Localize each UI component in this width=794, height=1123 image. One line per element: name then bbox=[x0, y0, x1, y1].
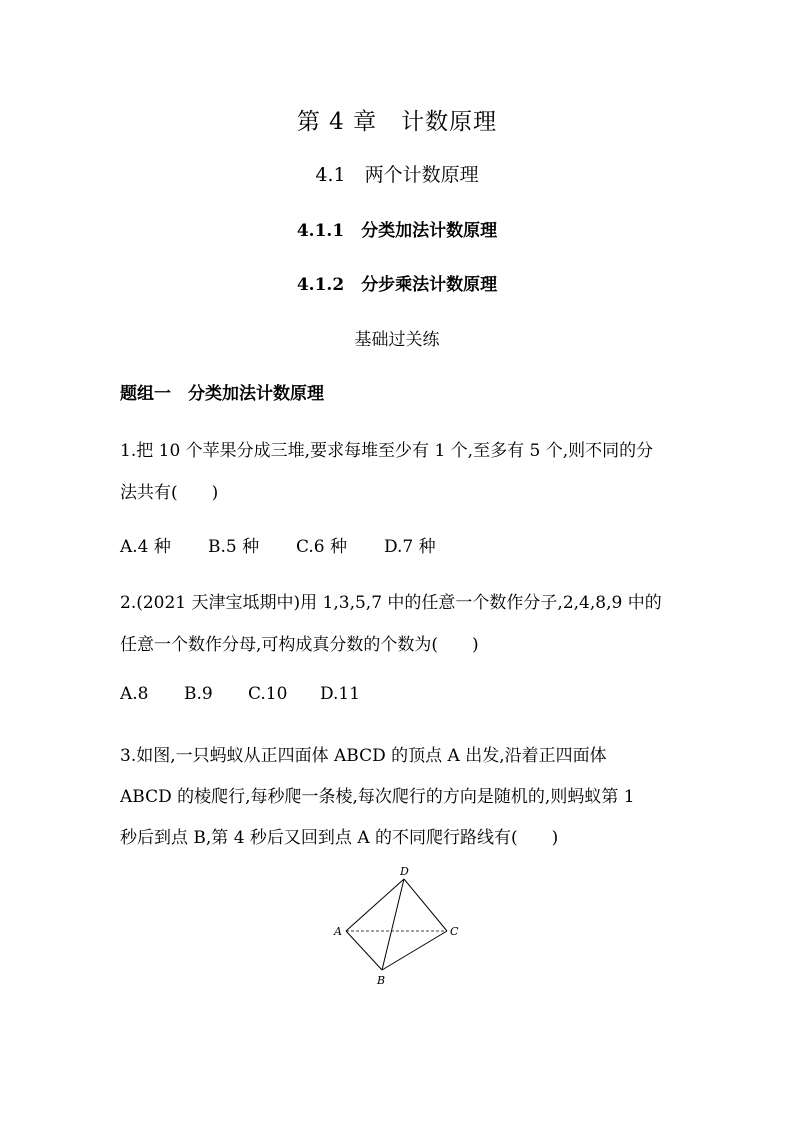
edge-a-b bbox=[346, 931, 382, 970]
edge-d-c bbox=[404, 879, 447, 931]
edge-b-c bbox=[382, 931, 447, 970]
edge-a-d bbox=[346, 879, 404, 931]
question-3-line-2: ABCD 的棱爬行,每秒爬一条棱,每次爬行的方向是随机的,则蚂蚁第 1 bbox=[120, 787, 635, 807]
option-d: D.7 种 bbox=[384, 537, 436, 557]
question-3-line-3: 秒后到点 B,第 4 秒后又回到点 A 的不同爬行路线有( ) bbox=[120, 828, 559, 848]
question-group-title: 题组一 分类加法计数原理 bbox=[120, 384, 324, 404]
question-2-line-1: 2.(2021 天津宝坻期中)用 1,3,5,7 中的任意一个数作分子,2,4,8,9 中的 bbox=[120, 593, 662, 613]
question-1-line-1: 1.把 10 个苹果分成三堆,要求每堆至少有 1 个,至多有 5 个,则不同的分 bbox=[120, 441, 654, 461]
option-b: B.5 种 bbox=[208, 537, 260, 557]
option-a: A.8 bbox=[120, 684, 149, 704]
subsection-title-1: 4.1.1 分类加法计数原理 bbox=[296, 221, 498, 241]
question-2-line-2: 任意一个数作分母,可构成真分数的个数为( ) bbox=[120, 635, 479, 655]
subsection-title-2: 4.1.2 分步乘法计数原理 bbox=[296, 275, 498, 295]
question-1-options bbox=[120, 532, 436, 557]
chapter-title: 第 4 章 计数原理 bbox=[296, 109, 498, 135]
option-d: D.11 bbox=[320, 684, 361, 704]
vertex-label-a: A bbox=[334, 925, 342, 938]
question-1-line-2: 法共有( ) bbox=[120, 483, 219, 503]
vertex-label-c: C bbox=[450, 925, 459, 938]
tetrahedron-figure bbox=[330, 865, 465, 990]
option-c: C.6 种 bbox=[296, 537, 348, 557]
option-a: A.4 种 bbox=[120, 537, 171, 557]
practice-heading: 基础过关练 bbox=[354, 330, 440, 350]
question-3-line-1: 3.如图,一只蚂蚁从正四面体 ABCD 的顶点 A 出发,沿着正四面体 bbox=[120, 746, 607, 766]
question-2-options bbox=[120, 684, 360, 704]
edge-b-d bbox=[382, 879, 404, 970]
vertex-label-b: B bbox=[377, 974, 386, 987]
option-c: C.10 bbox=[248, 684, 288, 704]
option-b: B.9 bbox=[184, 684, 213, 704]
vertex-label-d: D bbox=[400, 865, 409, 878]
section-title: 4.1 两个计数原理 bbox=[315, 164, 479, 186]
